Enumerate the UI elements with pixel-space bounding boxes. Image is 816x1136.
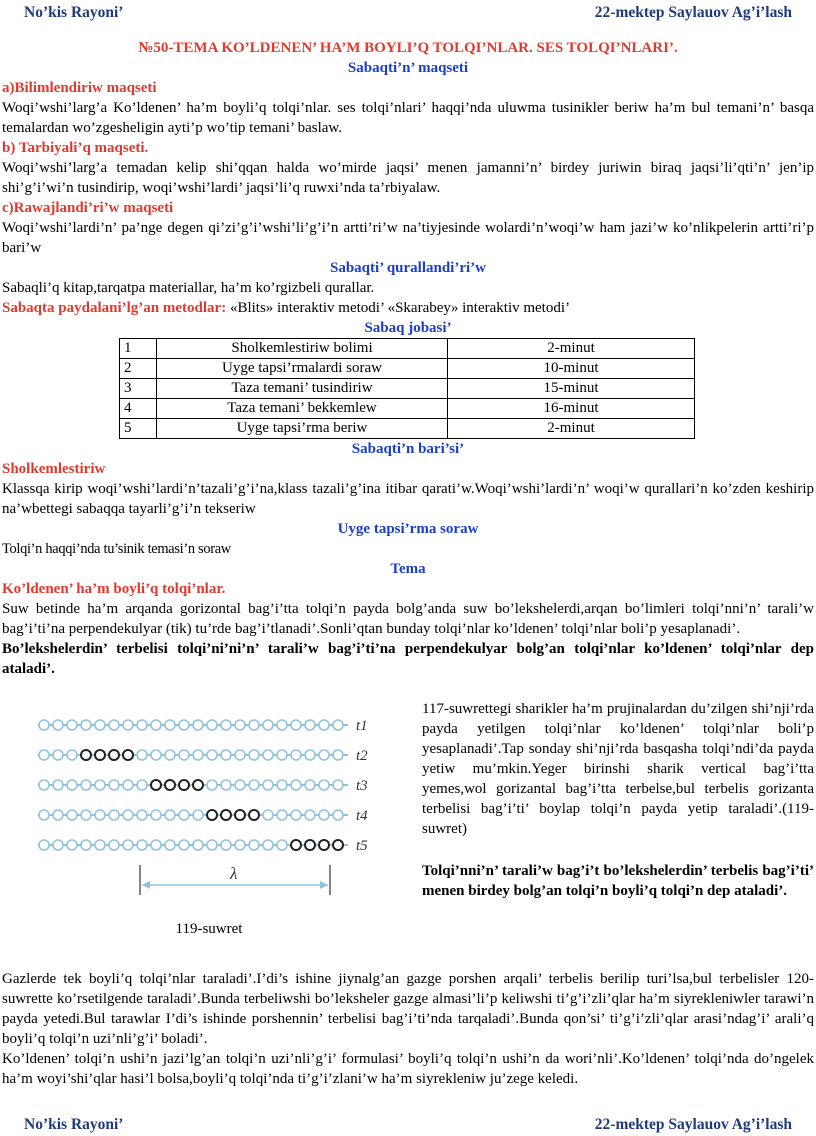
wave-particle: [249, 750, 259, 760]
wave-particle: [53, 720, 63, 730]
footer-district: No’kis Rayoni’: [24, 1116, 124, 1133]
wave-particle: [67, 720, 77, 730]
wave-particle: [67, 840, 77, 850]
wave-particle: [207, 840, 217, 850]
wave-particle: [67, 750, 77, 760]
lambda-arrow-left: [142, 881, 150, 889]
wave-particle: [319, 810, 329, 820]
wave-particle: [151, 750, 161, 760]
wave-particle: [123, 840, 133, 850]
wave-particle: [235, 750, 245, 760]
wave-particle: [277, 750, 287, 760]
time-label: t4: [356, 808, 368, 824]
row-stage: Uyge tapsi’rmalardi soraw: [157, 359, 448, 379]
wave-particle: [221, 840, 231, 850]
wave-particle: [235, 780, 245, 790]
methods-text: «Blits» interaktiv metodi’ «Skarabey» interaktiv metodi’: [229, 300, 571, 316]
paragraph-formula: Ko’ldenen’ tolqi’n ushi’n jazi’lg’an tolqi’n uzi’nli’g’i’ formulasi’ boyli’q tolqi’n ushi’n da wori’nli’.Ko’ldenen’ tolqi’nda do’ngelek ha’m woyi’shi’qlar hasi’l bolsa,boyli’q tolqi’nda ti’g’i’zlani’w ha’m siyrekleniw ju’zege keledi.: [2, 1051, 814, 1087]
table-row: [120, 419, 695, 439]
wave-particle: [221, 810, 231, 820]
wave-particle: [305, 840, 315, 850]
wave-particle: [221, 720, 231, 730]
wave-particle: [81, 840, 91, 850]
wave-particle: [151, 840, 161, 850]
wave-particle: [179, 720, 189, 730]
wave-particle: [53, 810, 63, 820]
wave-particle: [193, 780, 203, 790]
row-number: 3: [120, 379, 157, 399]
wave-particle: [179, 780, 189, 790]
topic-title: Ko’ldenen’ ha’m boyli’q tolqi’nlar.: [2, 581, 226, 597]
wave-particle: [165, 720, 175, 730]
wave-particle: [235, 840, 245, 850]
wave-particle: [291, 780, 301, 790]
row-stage: Uyge tapsi’rma beriw: [157, 419, 448, 439]
wave-particle: [277, 840, 287, 850]
wave-particle: [151, 810, 161, 820]
wave-particle: [151, 720, 161, 730]
wave-particle: [109, 840, 119, 850]
lesson-heading: Sabaqti’n bari’si’: [351, 441, 465, 457]
time-label: t1: [356, 718, 368, 734]
wave-particle: [95, 750, 105, 760]
wave-particle: [235, 810, 245, 820]
goal-c-label: c)Rawajlandi’ri’w maqseti: [2, 200, 174, 216]
row-time: 2-minut: [448, 339, 695, 359]
footer-school: 22-mektep Saylauov Ag’i’lash: [594, 1116, 792, 1133]
wave-particle: [81, 810, 91, 820]
wave-particle: [207, 780, 217, 790]
wave-particle: [291, 720, 301, 730]
wave-particle: [137, 780, 147, 790]
wave-particle: [221, 750, 231, 760]
wave-particle: [291, 750, 301, 760]
wave-particle: [319, 780, 329, 790]
goal-b-label: b) Tarbiyali’q maqseti.: [2, 140, 149, 156]
wave-particle: [179, 810, 189, 820]
wave-particle: [39, 750, 49, 760]
wave-particle: [193, 840, 203, 850]
row-time: 2-minut: [448, 419, 695, 439]
wave-particle: [305, 780, 315, 790]
header-district: No’kis Rayoni’: [24, 4, 124, 21]
wave-particle: [165, 750, 175, 760]
figure-description: 117-suwrettegi sharikler ha’m prujinalardan du’zilgen shi’nji’rda payda yetilgen tolqi’nlar ko’ldenen’ tolqi’nlar boli’p yesaplanadi’.Tap sonday shi’nji’rda basqasha tolqi’ndi’da payda yetiw mu’mkin.Yeger birinshi sharik vertical bag’i’tta yemes,wol gorizantal bag’i’tta terbelse,bul terbelis gorizanta terbelisi bag’i’ti’ boylap tolqi’n payda yetip taraladi’.(119-suwret): [422, 701, 814, 837]
row-time: 15-minut: [448, 379, 695, 399]
table-row: [120, 339, 695, 359]
wave-particle: [137, 750, 147, 760]
definition-longitudinal: Tolqi’nni’n’ tarali’w bag’i’t bo’lekshelerdin’ terbelis bag’i’ti’ menen birdey bolg’an tolqi’n boyli’q tolqi’n dep ataladi’.: [422, 863, 814, 899]
lesson-plan-table: [119, 338, 695, 439]
wave-particle: [53, 750, 63, 760]
row-number: 1: [120, 339, 157, 359]
wave-particle: [221, 780, 231, 790]
row-number: 5: [120, 419, 157, 439]
wave-particle: [305, 810, 315, 820]
wave-particle: [67, 780, 77, 790]
wave-particle: [95, 840, 105, 850]
page-footer: [0, 1114, 816, 1136]
wave-particle: [333, 840, 343, 850]
lesson-title: №50-TEMA KO’LDENEN’ HA’M BOYLI’Q TOLQI’NLAR. SES TOLQI’NLARI’.: [138, 40, 678, 56]
wave-particle: [291, 810, 301, 820]
wave-particle: [333, 750, 343, 760]
wave-particle: [109, 750, 119, 760]
wave-particle: [207, 720, 217, 730]
wave-particle: [123, 810, 133, 820]
wave-particle: [123, 750, 133, 760]
figure-side-text: [422, 699, 814, 901]
wave-particle: [39, 780, 49, 790]
wave-particle: [235, 720, 245, 730]
wave-particle: [249, 810, 259, 820]
wave-particle: [319, 720, 329, 730]
methods-line: [2, 298, 814, 318]
equipment-heading: Sabaqti’ qurallandi’ri’w: [330, 260, 486, 276]
wave-particle: [123, 780, 133, 790]
row-stage: Taza temani’ tusindiriw: [157, 379, 448, 399]
time-label: t2: [356, 748, 368, 764]
goal-a-text: Woqi’wshi’larg’a Ko’ldenen’ ha’m boyli’q tolqi’nlar. ses tolqi’nlari’ haqqi’nda uluwma tusinikler beriw ha’m bul temani’n’ basqa temalardan wo’zgesheligin ayti’p wo’tip temani’ baslaw.: [2, 100, 814, 136]
topic-heading: Tema: [390, 561, 426, 577]
wave-particle: [53, 780, 63, 790]
wave-particle: [95, 780, 105, 790]
wave-particle: [39, 840, 49, 850]
wave-particle: [165, 840, 175, 850]
homework-heading: Uyge tapsi’rma soraw: [337, 521, 479, 537]
wave-particle: [137, 720, 147, 730]
row-stage: Sholkemlestiriw bolimi: [157, 339, 448, 359]
row-number: 2: [120, 359, 157, 379]
plan-heading: Sabaq jobasi’: [364, 320, 452, 336]
paragraph-transverse: Suw betinde ha’m arqanda gorizontal bag’i’tta tolqi’n payda bolg’anda suw bo’lekshelerdi,arqan bo’limleri tolqi’nni’n’ tarali’w bag’i’ti’na perpendekulyar (tik) tu’rde bag’i’tlanadi’.Sonli’qtan bunday tolqi’nlar ko’ldenen’ tolqi’nlar boli’p yesaplanadi’.: [2, 601, 814, 637]
methods-label: Sabaqta paydalani’lg’an metodlar:: [2, 300, 227, 316]
wave-particle: [151, 780, 161, 790]
wave-particle: [263, 840, 273, 850]
wave-particle: [207, 750, 217, 760]
wave-figure: [38, 707, 378, 907]
wave-diagram: [38, 707, 378, 907]
wave-particle: [179, 750, 189, 760]
wave-particle: [263, 750, 273, 760]
table-row: [120, 379, 695, 399]
wave-particle: [333, 720, 343, 730]
wave-particle: [249, 840, 259, 850]
wave-particle: [193, 750, 203, 760]
row-number: 4: [120, 399, 157, 419]
goal-b-text: Woqi’wshi’larg’a temadan kelip shi’qqan halda wo’mirde jaqsi’ menen jamanni’n’ birdey juriwin biraq jaqsi’li’qti’n’ jen’ip shi’g’i’wi’n tusindirip, woqi’wshi’lardi’ jaqsi’li’q ruwxi’nda ta’rbiyalaw.: [2, 160, 814, 196]
wave-particle: [207, 810, 217, 820]
wave-particle: [291, 840, 301, 850]
wave-particle: [319, 750, 329, 760]
time-label: t3: [356, 778, 368, 794]
lambda-label: λ: [230, 864, 238, 883]
wave-particle: [179, 840, 189, 850]
document-body: [2, 38, 814, 1089]
wave-particle: [109, 720, 119, 730]
table-row: [120, 359, 695, 379]
wave-particle: [123, 720, 133, 730]
wave-particle: [333, 780, 343, 790]
wave-particle: [39, 810, 49, 820]
wave-particle: [263, 720, 273, 730]
table-row: [120, 399, 695, 419]
wave-particle: [109, 780, 119, 790]
wave-particle: [137, 840, 147, 850]
wave-particle: [81, 750, 91, 760]
org-label: Sholkemlestiriw: [2, 461, 106, 477]
wave-particle: [305, 750, 315, 760]
lambda-arrow-right: [320, 881, 328, 889]
wave-particle: [95, 810, 105, 820]
wave-particle: [263, 780, 273, 790]
wave-particle: [165, 780, 175, 790]
wave-particle: [95, 720, 105, 730]
paragraph-gas: Gazlerde tek boyli’q tolqi’nlar taraladi’.I’di’s ishine jiynalg’an gazge porshen arqali’ terbelis berilip turi’lsa,bul terbelisler 120-suwrette ko’rsetilgende taraladi’.Bunda terbeliwshi bo’leksheler gazge almasi’li’p keliwshi ti’g’i’zli’qlar ha’m siyrekleniwler tarawi’n payda yetedi.Bul tarawlar I’di’s ishinde porshennin’ terbelisi bag’i’ti’nda tarqaladi’.Bunda qon’si’ ti’g’i’zli’qlar arasi’ndag’i’ arali’q boyli’q tolqi’n uzi’nli’g’i’ boladi’.: [2, 971, 814, 1047]
wave-particle: [277, 810, 287, 820]
homework-text: Tolqi’n haqqi’nda tu’sinik temasi’n soraw: [2, 541, 231, 557]
goal-c-text: Woqi’wshi’lardi’n’ pa’nge degen qi’zi’g’i’wshi’li’g’i’n artti’ri’w na’tiyjesinde wolardi’n’woqi’w ham jazi’w ko’nlikpelerin artti’ri’p bari’w: [2, 220, 814, 256]
wave-particle: [165, 810, 175, 820]
equipment-text: Sabaqli’q kitap,tarqatpa materiallar, ha’m ko’rgizbeli qurallar.: [2, 280, 375, 296]
time-label: t5: [356, 838, 368, 854]
page-header: [0, 2, 816, 24]
row-time: 16-minut: [448, 399, 695, 419]
wave-particle: [67, 810, 77, 820]
wave-particle: [249, 780, 259, 790]
wave-particle: [81, 780, 91, 790]
goals-heading: Sabaqti’n’ maqseti: [347, 60, 469, 76]
wave-particle: [319, 840, 329, 850]
wave-particle: [53, 840, 63, 850]
wave-particle: [333, 810, 343, 820]
wave-particle: [193, 810, 203, 820]
definition-transverse: Bo’lekshelerdin’ terbelisi tolqi’ni’ni’n’ tarali’w bag’i’ti’na perpendekulyar bolg’an tolqi’nlar ko’ldenen’ tolqi’nlar dep ataladi’.: [2, 641, 814, 677]
header-school: 22-mektep Saylauov Ag’i’lash: [594, 4, 792, 21]
wave-particle: [305, 720, 315, 730]
goal-a-label: a)Bilimlendiriw maqseti: [2, 80, 157, 96]
wave-particle: [137, 810, 147, 820]
wave-particle: [249, 720, 259, 730]
row-stage: Taza temani’ bekkemlew: [157, 399, 448, 419]
wave-particle: [263, 810, 273, 820]
org-text: Klassqa kirip woqi’wshi’lardi’n’tazali’g’i’na,klass tazali’g’ina itibar qarati’w.Woqi’wshi’lardi’n’ woqi’w qurallari’n ko’zden keshirip na’wbettegi sabaqqa tayarli’g’i’n tekseriw: [2, 481, 814, 517]
row-time: 10-minut: [448, 359, 695, 379]
figure-section: [2, 699, 814, 969]
wave-particle: [277, 780, 287, 790]
wave-particle: [277, 720, 287, 730]
wave-particle: [81, 720, 91, 730]
wave-particle: [109, 810, 119, 820]
wave-particle: [193, 720, 203, 730]
figure-caption: 119-suwret: [175, 921, 243, 937]
wave-particle: [39, 720, 49, 730]
